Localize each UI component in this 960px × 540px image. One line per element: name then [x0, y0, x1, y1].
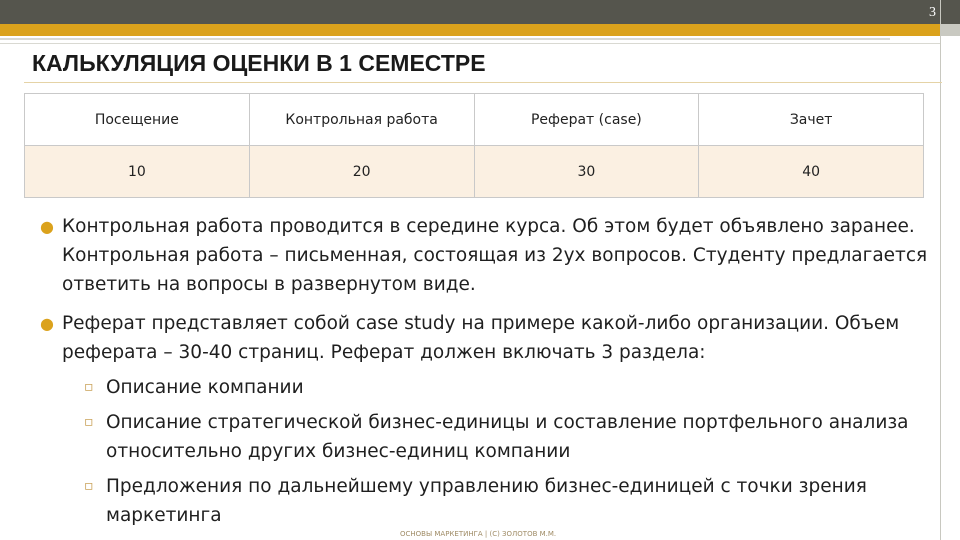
- table-header-row: [25, 94, 924, 146]
- sub-bullet-square-icon: ▫: [84, 379, 94, 395]
- grading-table: [24, 93, 924, 198]
- right-margin-line: [940, 0, 941, 540]
- sub-bullet-square-icon: ▫: [84, 414, 94, 430]
- table-cell: 20: [249, 146, 474, 198]
- sub-bullet-text: Описание стратегической бизнес-единицы и составление портфельного анализа относительно других бизнес-единиц компании: [106, 412, 909, 462]
- title-rule: [24, 82, 942, 83]
- slide-number: 3: [929, 5, 936, 20]
- divider-line: [0, 43, 940, 44]
- sub-bullet-item: [62, 472, 940, 530]
- bullet-item: [40, 309, 940, 530]
- footer-text: ОСНОВЫ МАРКЕТИНГА | (С) ЗОЛОТОВ М.М.: [400, 530, 557, 538]
- accent-band: [0, 24, 940, 36]
- sub-bullet-text: Предложения по дальнейшему управлению бизнес-единицей с точки зрения маркетинга: [106, 476, 867, 526]
- table-row: [25, 146, 924, 198]
- sub-bullet-item: [62, 373, 940, 402]
- table-cell: 30: [474, 146, 699, 198]
- bullet-text: Реферат представляет собой case study на примере какой-либо организации. Объем реферата – 30-40 страниц. Реферат должен включать 3 раздела:: [62, 313, 900, 363]
- bullet-item: [40, 212, 940, 299]
- sub-bullet-item: [62, 408, 940, 466]
- sub-bullet-square-icon: ▫: [84, 478, 94, 494]
- bullet-dot-icon: ●: [40, 314, 54, 333]
- table-header-cell: Контрольная работа: [249, 94, 474, 146]
- bullet-text: Контрольная работа проводится в середине курса. Об этом будет объявлено заранее. Контрольная работа – письменная, состоящая из 2ух вопросов. Студенту предлагается ответить на вопросы в развернутом виде.: [62, 216, 928, 295]
- table-cell: 10: [25, 146, 250, 198]
- table-header-cell: Реферат (case): [474, 94, 699, 146]
- divider-line: [0, 38, 890, 40]
- table-header-cell: Посещение: [25, 94, 250, 146]
- top-band: [0, 0, 960, 24]
- accent-band-edge: [940, 24, 960, 36]
- bullet-list: [40, 212, 940, 540]
- table-cell: 40: [699, 146, 924, 198]
- page-title: КАЛЬКУЛЯЦИЯ ОЦЕНКИ В 1 СЕМЕСТРЕ: [32, 50, 486, 76]
- sub-bullet-text: Описание компании: [106, 377, 304, 398]
- bullet-dot-icon: ●: [40, 217, 54, 236]
- table-header-cell: Зачет: [699, 94, 924, 146]
